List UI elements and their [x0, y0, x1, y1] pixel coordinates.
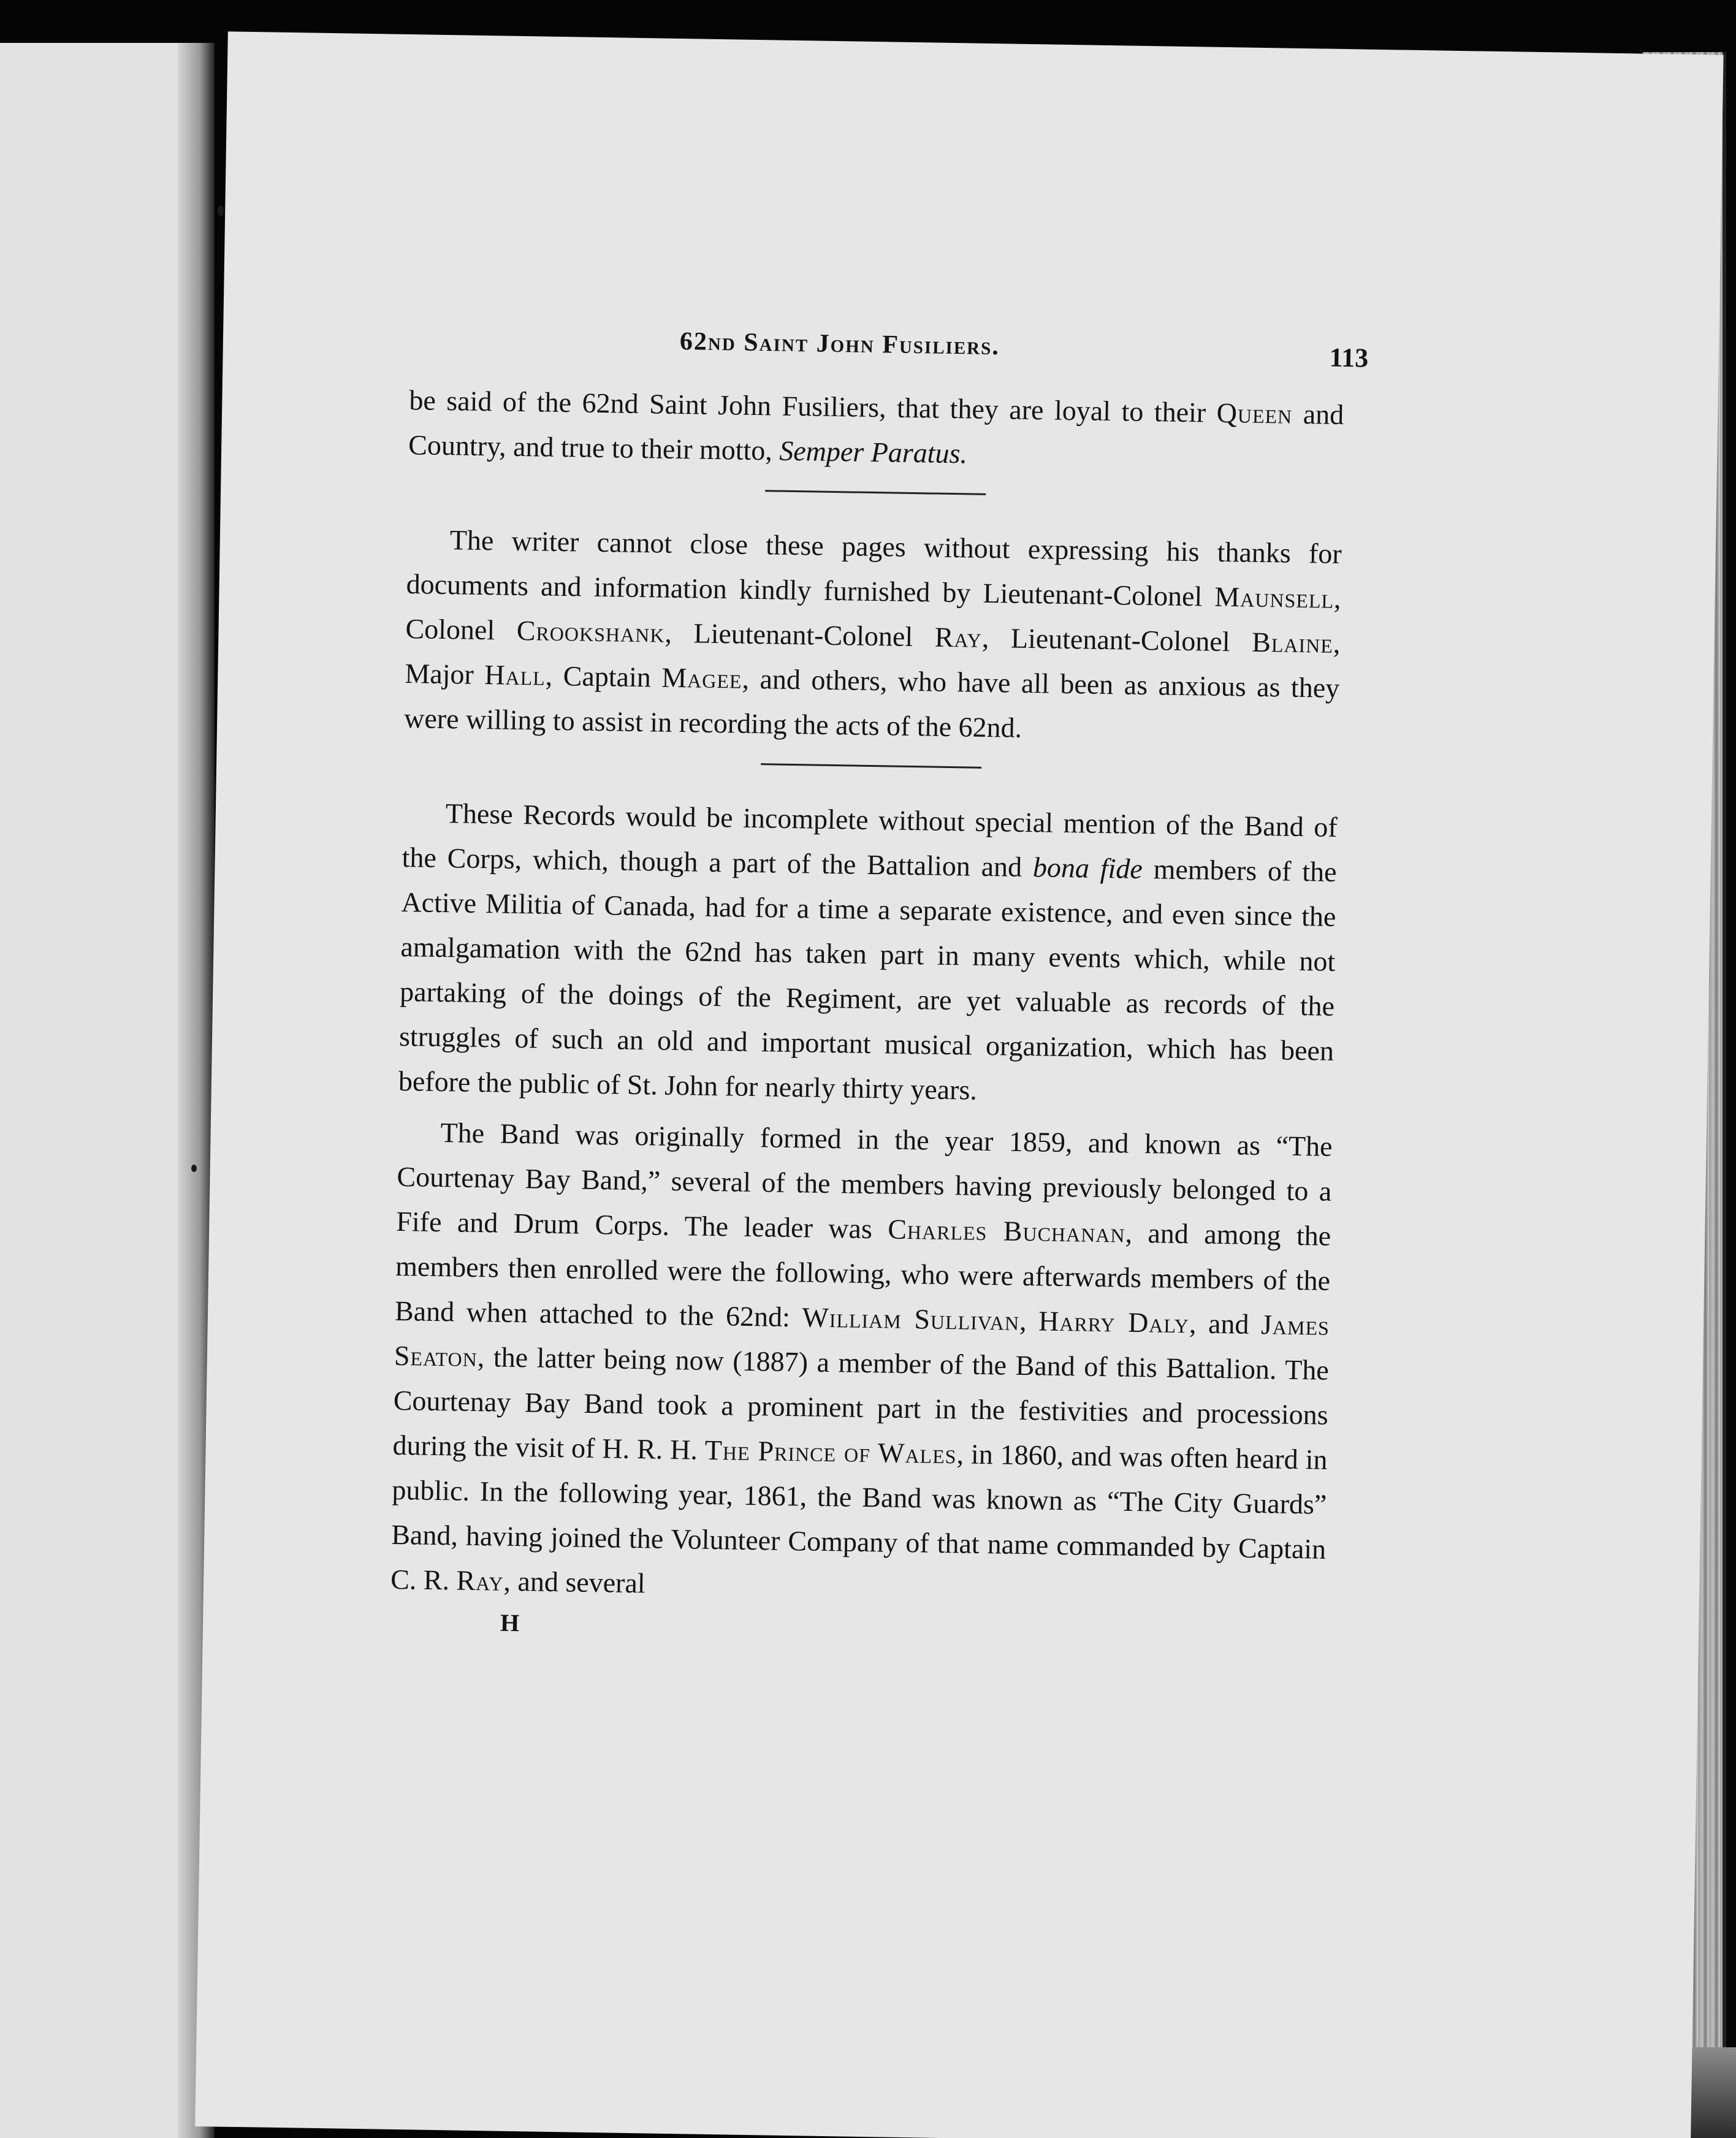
paragraph-continuation — [408, 378, 1344, 482]
italic-phrase: bona fide — [1032, 851, 1143, 884]
text-run: members of the Active Militia of Canada, had for a time a separate existence, and even since the amalgamation with the 62nd has taken part in many events which, while not partaking of the doings of the Regiment, are yet valuable as records of the struggles of such an old and important musical organization, which has been before the public of St. John for nearly thirty years. — [398, 853, 1337, 1106]
small-caps-name: James Seaton — [394, 1309, 1330, 1373]
scan-speck — [191, 1165, 197, 1172]
text-run: These Records would be incomplete without special mention of the Band of the Corps, which, though a part of the Battalion and — [402, 797, 1338, 883]
text-block — [390, 378, 1344, 1650]
text-run: , in 1860, and was often heard in public. In the following year, 1861, the Band was known as “The City Guards” Band, having joined the Volunteer Company of that name commanded by Captain C. R. — [390, 1438, 1328, 1596]
text-run: The Band was originally formed in the year 1859, and known as “The Courtenay Bay Band,” several of the members having previously belonged to a Fife and Drum Corps. The leader was — [395, 1117, 1333, 1245]
small-caps-name: Harry Daly — [1038, 1305, 1190, 1339]
small-caps-name: Magee — [661, 661, 742, 694]
text-run: be said of the 62nd Saint John Fusiliers, that they are loyal to their — [409, 384, 1217, 428]
paragraph-band-history — [390, 1109, 1333, 1616]
book-page — [195, 31, 1723, 2138]
small-caps-name: Queen — [1216, 397, 1293, 430]
text-run: , Captain — [545, 660, 662, 693]
text-run: , — [1019, 1304, 1039, 1337]
text-run: , and others, who have all been as anxious as they were willing to assist in recording the acts of the 62nd. — [403, 663, 1340, 744]
page-number: 113 — [1329, 342, 1369, 373]
small-caps-name: Hall — [484, 659, 546, 691]
text-run: , and — [1189, 1307, 1262, 1341]
running-head: 62nd Saint John Fusiliers. — [679, 327, 1000, 361]
small-caps-name: Crookshank — [516, 614, 665, 649]
paragraph-band-intro — [398, 790, 1338, 1118]
text-run: , and several — [503, 1565, 646, 1599]
section-divider — [765, 490, 986, 495]
left-page-margin — [0, 43, 205, 2138]
small-caps-name: Blaine — [1251, 626, 1334, 659]
text-run: , the latter being now (1887) a member of the Band of this Battalion. The Courtenay Bay Band took a prominent part in the festivities and processions during the visit of H. R. H. — [392, 1341, 1330, 1466]
text-run: , Major — [405, 627, 1341, 691]
small-caps-name: William Sullivan — [802, 1301, 1020, 1336]
small-caps-name: Ray — [934, 621, 983, 653]
section-divider — [761, 763, 981, 769]
text-run: and Country, and true to their motto, — [408, 398, 1344, 466]
text-run: , Lieutenant-Colonel — [981, 622, 1252, 658]
text-run: , Lieutenant-Colonel — [664, 617, 935, 653]
small-caps-name: Maunsell — [1214, 580, 1334, 614]
text-run: The writer cannot close these pages without expressing his thanks for documents and information kindly furnished by Lieutenant-Colonel — [406, 524, 1342, 612]
scan-speck — [218, 205, 224, 216]
small-caps-name: Ray — [456, 1564, 504, 1597]
small-caps-name: Charles Buchanan — [887, 1213, 1125, 1249]
signature-mark: H — [500, 1608, 520, 1637]
text-run: , Colonel — [405, 582, 1341, 646]
paragraph-acknowledgements — [404, 517, 1342, 755]
small-caps-name: The Prince of Wales — [704, 1434, 957, 1470]
italic-motto: Semper Paratus. — [779, 435, 968, 470]
text-run: , and among the members then enrolled were the following, who were afterwards members of the Band when attached to the 62nd: — [394, 1217, 1331, 1333]
